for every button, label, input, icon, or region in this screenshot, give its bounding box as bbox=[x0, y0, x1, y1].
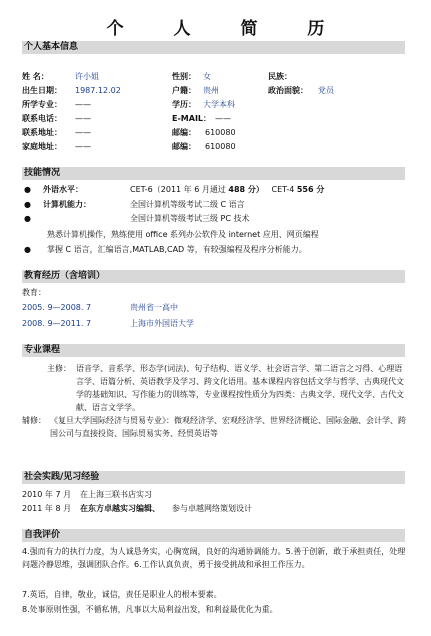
zip2-label: 邮编： bbox=[172, 142, 196, 151]
section-skills: 技能情况 bbox=[22, 167, 405, 180]
address-label: 联系地址： bbox=[22, 128, 62, 137]
section-courses: 专业课程 bbox=[22, 344, 405, 357]
language-value bbox=[130, 184, 324, 195]
section-practice: 社会实践/见习经验 bbox=[22, 471, 405, 484]
hukou-label: 户籍： bbox=[172, 86, 196, 95]
name-label: 姓 名： bbox=[22, 72, 49, 81]
computer-skill-4: 掌握 C 语言，汇编语言,MATLAB,CAD 等，有较强编程及程序分析能力。 bbox=[47, 245, 307, 254]
education-label: 教育： bbox=[22, 288, 46, 297]
section-basic-info: 个人基本信息 bbox=[22, 41, 405, 54]
zip2-value: 610080 bbox=[205, 142, 236, 151]
birth-label: 出生日期： bbox=[22, 86, 62, 95]
resume-title: 个 人 简 历 bbox=[106, 19, 347, 39]
minor-courses-text: 《复旦大学国际经济与贸易专业》：微观经济学、宏观经济学、世界经济概论、国际金融、会计学、跨国公司与直接投资、国际贸易实务、经贸英语等 bbox=[50, 416, 406, 438]
self-evaluation-text: 4.强而有力的执行力度，为人诚恳务实，心胸宽阔，良好的沟通协调能力。5.善于创新，敢于承担责任，处理问题冷静思维，强调团队合作。6.工作认真负责，勇于接受挑战和承担工作压力。 bbox=[22, 547, 406, 569]
birth-value: 1987.12.02 bbox=[75, 86, 121, 95]
computer-label: 计算机能力： bbox=[43, 200, 91, 209]
zip-value: 610080 bbox=[205, 128, 236, 137]
education-school: 贵州省一高中 bbox=[130, 303, 178, 312]
practice-desc-extra: 参与卓越网络策划设计 bbox=[172, 504, 252, 513]
practice-desc: 在上海三联书店实习 bbox=[80, 490, 152, 499]
name-value: 许小姐 bbox=[75, 72, 99, 81]
gender-label: 性别： bbox=[172, 72, 196, 81]
politics-label: 政治面貌： bbox=[268, 86, 308, 95]
major-label: 所学专业： bbox=[22, 100, 62, 109]
section-self-evaluation: 自我评价 bbox=[22, 529, 405, 542]
address-value: —— bbox=[75, 128, 91, 137]
minor-courses-label: 辅修： bbox=[22, 416, 46, 425]
cet4-text: CET-4 bbox=[271, 185, 295, 194]
section-education: 教育经历（含培训） bbox=[22, 270, 405, 283]
self-evaluation-line: 8.处事原则性强，不循私情，凡事以大局利益出发，和利益最优化为重。 bbox=[22, 605, 278, 614]
degree-value: 大学本科 bbox=[203, 100, 235, 109]
cet6-text: CET-6（2011 年 6 月通过 bbox=[130, 185, 226, 194]
practice-date: 2011 年 8 月 bbox=[22, 504, 72, 513]
computer-skill-3: 熟悉计算机操作，熟练使用 office 系列办公软件及 internet 应用、网页编程 bbox=[47, 230, 319, 239]
major-courses-text: 语音学、音系学、形态学(词法)、句子结构、语义学、社会语言学、第二语言之习得、心理语言学、语篇分析、英语教学及学习、跨文化语用。基本课程内容包括文学与哲学、古典现代文学的基础知识、写作能力的训练等，专业课程按性质分为四类：古典文学、现代文学、古代文献、语言文学学。 bbox=[76, 364, 404, 412]
home-address-value: —— bbox=[75, 142, 91, 151]
gender-value: 女 bbox=[203, 72, 211, 81]
zip-label: 邮编： bbox=[172, 128, 196, 137]
home-address-label: 家庭地址： bbox=[22, 142, 62, 151]
language-label: 外语水平： bbox=[43, 185, 83, 194]
practice-desc: 在东方卓越实习编辑、 bbox=[80, 504, 160, 513]
computer-skill-1: 全国计算机等级考试二级 C 语言 bbox=[130, 200, 245, 209]
ethnic-label: 民族： bbox=[268, 72, 292, 81]
cet4-score: 556 分 bbox=[296, 185, 325, 194]
degree-label: 学历： bbox=[172, 100, 196, 109]
major-courses-label: 主修： bbox=[47, 364, 71, 373]
bullet-icon: ● bbox=[24, 245, 31, 254]
bullet-icon: ● bbox=[24, 200, 31, 209]
cet6-score: 488 分） bbox=[228, 185, 264, 194]
email-value: —— bbox=[215, 114, 231, 123]
phone-label: 联系电话： bbox=[22, 114, 62, 123]
education-period: 2008. 9—2011. 7 bbox=[22, 319, 92, 328]
education-school: 上海市外国语大学 bbox=[130, 319, 194, 328]
hukou-value: 贵州 bbox=[203, 86, 219, 95]
politics-value: 党员 bbox=[318, 86, 334, 95]
computer-skill-2: 全国计算机等级考试三级 PC 技术 bbox=[130, 214, 250, 223]
self-evaluation-line: 7.英语，自律，敬业，诚信，责任是职业人的根本要素。 bbox=[22, 590, 222, 599]
major-value: —— bbox=[75, 100, 91, 109]
phone-value: —— bbox=[75, 114, 91, 123]
education-period: 2005. 9—2008. 7 bbox=[22, 303, 92, 312]
practice-date: 2010 年 7 月 bbox=[22, 490, 72, 499]
bullet-icon: ● bbox=[24, 214, 31, 223]
email-label: E-MAIL： bbox=[172, 114, 212, 123]
bullet-icon: ● bbox=[24, 185, 31, 194]
